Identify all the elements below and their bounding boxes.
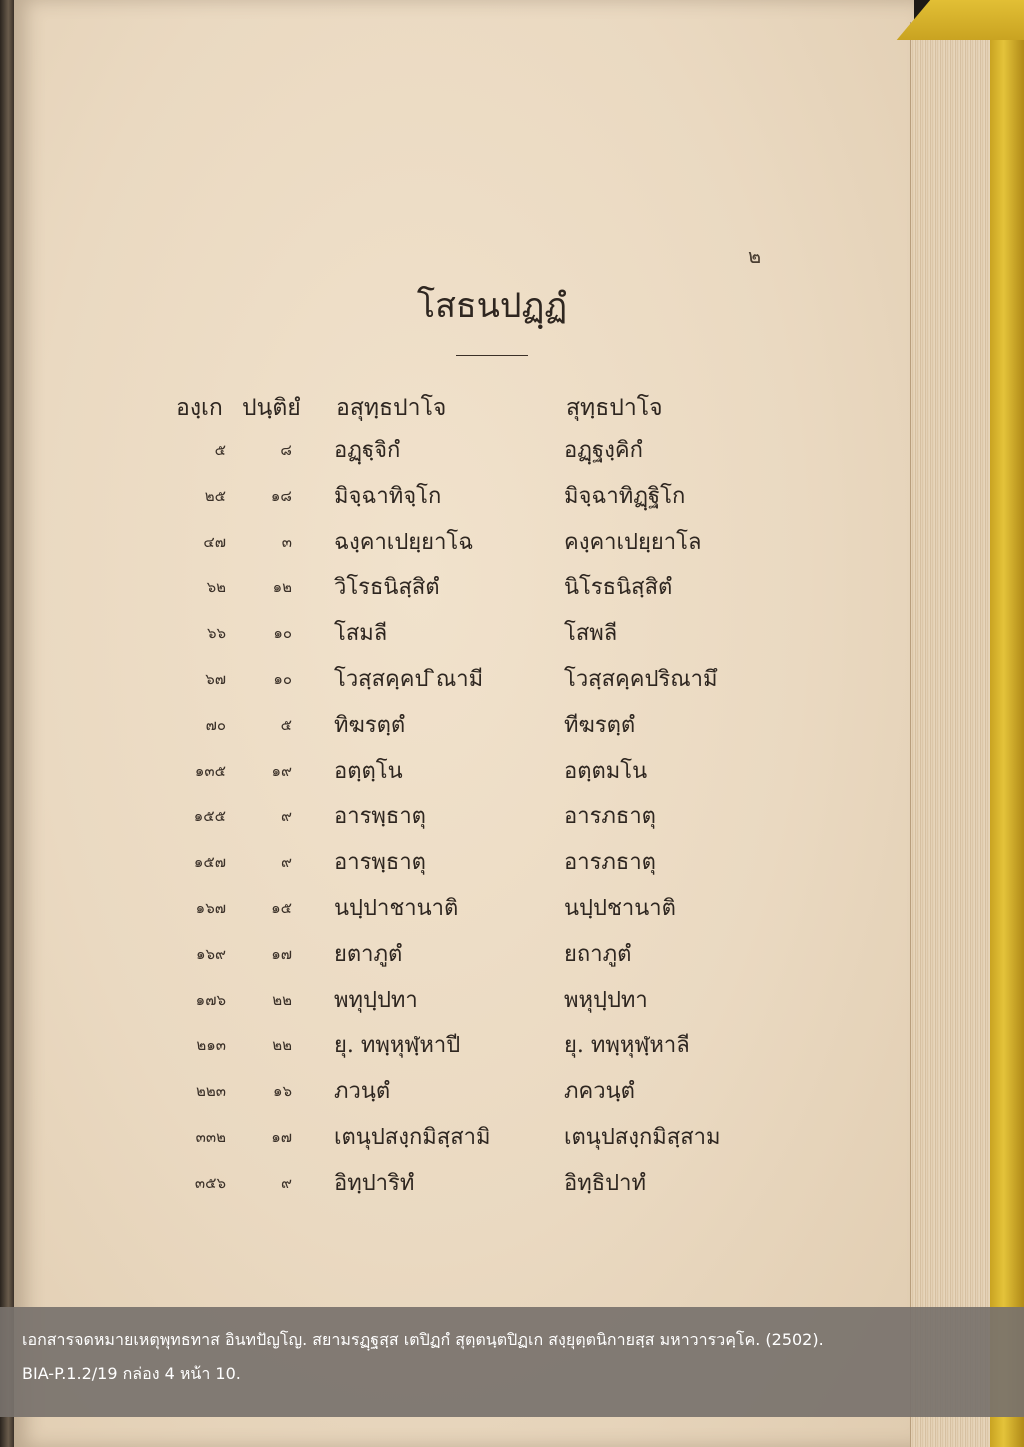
header-wrong: อสุทฺธปาโจ xyxy=(336,395,447,421)
row-correct-reading: คงฺคาเปยฺยาโล xyxy=(564,530,702,555)
row-line: ๒๒ xyxy=(272,1036,292,1054)
row-wrong-reading: ยุ. ทพฺหุฬฺหาปี xyxy=(334,1033,461,1058)
row-wrong-reading: นปฺปาชานาติ xyxy=(334,896,459,921)
page-title: โสธนปฏฺฏํ xyxy=(416,286,568,326)
row-line: ๑๙ xyxy=(271,762,292,780)
row-number: ๒๒๓ xyxy=(195,1082,226,1100)
row-correct-reading: โวสฺสคฺคปริณามึ xyxy=(564,667,718,692)
header-line: ปนฺติยํ xyxy=(242,395,301,421)
row-wrong-reading: มิจฺฉาทิจฺโก xyxy=(334,484,442,509)
row-number: ๓๕๖ xyxy=(194,1174,226,1192)
row-number: ๔๗ xyxy=(203,533,226,551)
row-number: ๒๑๓ xyxy=(196,1036,226,1054)
row-correct-reading: อิทฺธิปาทํ xyxy=(564,1171,646,1196)
table-row xyxy=(0,569,900,609)
row-correct-reading: อฏฺฐงฺคิกํ xyxy=(564,438,643,463)
row-line: ๑๕ xyxy=(271,899,292,917)
archive-caption xyxy=(0,1307,1024,1417)
row-line: ๑๘ xyxy=(270,487,292,505)
header-number: องฺเก xyxy=(176,395,223,421)
table-row xyxy=(0,478,900,518)
row-number: ๖๗ xyxy=(205,670,226,688)
table-row xyxy=(0,432,900,472)
row-line: ๙ xyxy=(281,807,292,825)
row-number: ๗๐ xyxy=(205,716,226,734)
row-number: ๓๓๒ xyxy=(195,1128,226,1146)
book-cover-edge xyxy=(990,0,1024,1447)
row-line: ๑๖ xyxy=(272,1082,292,1100)
row-wrong-reading: โวสฺสคฺคป ิณามี xyxy=(334,667,484,692)
row-correct-reading: พหุปฺปทา xyxy=(564,988,648,1013)
row-number: ๕ xyxy=(214,441,226,459)
row-correct-reading: ทีฆรตฺตํ xyxy=(564,713,636,738)
page-stack-edges xyxy=(910,22,997,1447)
row-line: ๑๐ xyxy=(273,670,292,688)
caption-line-1: เอกสารจดหมายเหตุพุทธทาส อินทปัญโญ. สยามรฏฺฐสฺส เตปิฏกํ สุตฺตนฺตปิฏเก สงฺยุตฺตนิกายสฺส มหาวารวคฺโค. (2502). xyxy=(22,1330,824,1349)
row-wrong-reading: โสมลี xyxy=(334,621,388,646)
row-wrong-reading: อฏฺฐฺจิกํ xyxy=(334,438,401,463)
table-row xyxy=(0,707,900,747)
row-line: ๙ xyxy=(281,853,292,871)
table-row xyxy=(0,1073,900,1113)
row-correct-reading: ยุ. ทพฺหุฬฺหาลี xyxy=(564,1033,690,1058)
row-wrong-reading: ทิฆรตฺตํ xyxy=(334,713,406,738)
row-wrong-reading: อตฺตฺโน xyxy=(334,759,403,784)
row-number: ๑๖๗ xyxy=(195,899,226,917)
table-row xyxy=(0,844,900,884)
row-wrong-reading: เตนุปสงฺกมิสฺสามิ xyxy=(334,1125,491,1150)
row-number: ๒๕ xyxy=(204,487,226,505)
row-line: ๓ xyxy=(281,533,292,551)
table-row xyxy=(0,936,900,976)
row-wrong-reading: พทุปฺปทา xyxy=(334,988,418,1013)
row-line: ๕ xyxy=(280,716,292,734)
table-row xyxy=(0,982,900,1022)
row-wrong-reading: วิโรธนิสฺสิตํ xyxy=(334,575,440,600)
table-row xyxy=(0,1165,900,1205)
row-line: ๒๒ xyxy=(272,991,292,1009)
row-correct-reading: มิจฺฉาทิฏฺฐิโก xyxy=(564,484,686,509)
row-correct-reading: นิโรธนิสฺสิตํ xyxy=(564,575,673,600)
row-line: ๑๐ xyxy=(273,624,292,642)
row-correct-reading: โสพลี xyxy=(564,621,618,646)
row-wrong-reading: อารพฺธาตุ xyxy=(334,850,426,875)
title-rule xyxy=(456,355,528,356)
row-line: ๘ xyxy=(280,441,292,459)
table-row xyxy=(0,890,900,930)
table-row xyxy=(0,1119,900,1159)
row-number: ๖๖ xyxy=(206,624,226,642)
row-number: ๑๖๙ xyxy=(195,945,226,963)
table-row xyxy=(0,798,900,838)
row-correct-reading: อารภธาตุ xyxy=(564,804,656,829)
row-line: ๑๒ xyxy=(272,578,292,596)
row-number: ๑๕๗ xyxy=(193,853,226,871)
row-line: ๑๗ xyxy=(271,945,292,963)
row-correct-reading: นปฺปชานาติ xyxy=(564,896,676,921)
table-row xyxy=(0,753,900,793)
row-wrong-reading: อารพฺธาตุ xyxy=(334,804,426,829)
row-wrong-reading: ภวนฺตํ xyxy=(334,1079,391,1104)
page-number: ๒ xyxy=(748,244,762,268)
row-correct-reading: อตฺตมโน xyxy=(564,759,648,784)
row-correct-reading: อารภธาตุ xyxy=(564,850,656,875)
table-row xyxy=(0,615,900,655)
header-right: สุทฺธปาโจ xyxy=(566,395,663,421)
row-correct-reading: ภควนฺตํ xyxy=(564,1079,635,1104)
row-wrong-reading: ยตาภูตํ xyxy=(334,942,403,967)
row-number: ๖๒ xyxy=(206,578,226,596)
row-number: ๑๓๕ xyxy=(194,762,226,780)
table-row xyxy=(0,661,900,701)
row-wrong-reading: ฉงฺคาเปยฺยาโฉ xyxy=(334,530,474,555)
row-line: ๙ xyxy=(281,1174,292,1192)
row-wrong-reading: อิทฺปาริทํ xyxy=(334,1171,415,1196)
row-number: ๑๗๖ xyxy=(195,991,226,1009)
table-row xyxy=(0,524,900,564)
caption-line-2: BIA-P.1.2/19 กล่อง 4 หน้า 10. xyxy=(22,1364,241,1383)
row-correct-reading: เตนุปสงฺกมิสฺสาม xyxy=(564,1125,721,1150)
row-correct-reading: ยถาภูตํ xyxy=(564,942,632,967)
table-row xyxy=(0,1027,900,1067)
row-number: ๑๕๕ xyxy=(193,807,226,825)
row-line: ๑๗ xyxy=(271,1128,292,1146)
